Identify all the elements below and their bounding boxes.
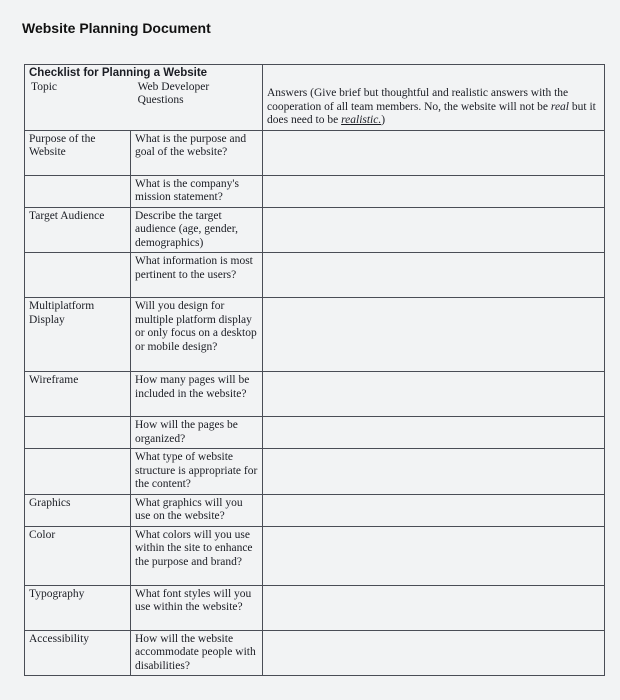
topic-cell [25, 417, 131, 449]
question-cell: How will the pages be organized? [131, 417, 263, 449]
topic-cell [25, 175, 131, 207]
topic-cell: Multiplatform Display [25, 298, 131, 372]
table-row [25, 253, 605, 298]
table-row [25, 130, 605, 175]
document-title: Website Planning Document [22, 20, 211, 36]
answer-cell[interactable] [263, 449, 605, 495]
answer-cell[interactable] [263, 417, 605, 449]
question-cell: How many pages will be included in the website? [131, 372, 263, 417]
question-cell: What font styles will you use within the website? [131, 585, 263, 630]
table-row [25, 175, 605, 207]
question-cell: What colors will you use within the site to enhance the purpose and brand? [131, 526, 263, 585]
question-cell: What is the purpose and goal of the website? [131, 130, 263, 175]
topic-cell [25, 449, 131, 495]
topic-cell: Accessibility [25, 630, 131, 676]
answer-cell[interactable] [263, 253, 605, 298]
answer-cell[interactable] [263, 585, 605, 630]
answer-cell[interactable] [263, 526, 605, 585]
table-row [25, 372, 605, 417]
answer-cell[interactable] [263, 630, 605, 676]
topic-cell: Color [25, 526, 131, 585]
question-cell: How will the website accommodate people with disabilities? [131, 630, 263, 676]
answer-cell[interactable] [263, 130, 605, 175]
answer-cell[interactable] [263, 207, 605, 253]
question-cell: What graphics will you use on the website? [131, 494, 263, 526]
topic-cell: Typography [25, 585, 131, 630]
table-row [25, 526, 605, 585]
question-cell: What is the company's mission statement? [131, 175, 263, 207]
answers-header-cell [263, 65, 605, 131]
table-row [25, 630, 605, 676]
answers-header-text-2: but it does need to be [267, 100, 596, 126]
question-cell: What type of website structure is appropriate for the content? [131, 449, 263, 495]
planning-checklist-table [24, 64, 605, 676]
topic-cell: Graphics [25, 494, 131, 526]
table-row [25, 298, 605, 372]
question-cell: Will you design for multiple platform display or only focus on a desktop or mobile design? [131, 298, 263, 372]
question-header: Web Developer Questions [137, 80, 210, 106]
topic-header: Topic [31, 80, 58, 93]
table-row [25, 449, 605, 495]
answers-header-text: Answers (Give brief but thoughtful and realistic answers with the cooperation of all team members. No, the website will not be [267, 87, 569, 113]
answers-header-end: ) [381, 114, 386, 126]
question-cell: What information is most pertinent to the users? [131, 253, 263, 298]
answers-header-emphasis: real [550, 100, 570, 113]
table-header-row [25, 65, 605, 131]
checklist-caption: Checklist for Planning a Website [29, 67, 208, 79]
topic-cell: Target Audience [25, 207, 131, 253]
answer-cell[interactable] [263, 494, 605, 526]
checklist-caption-cell [25, 65, 263, 131]
topic-cell: Purpose of the Website [25, 130, 131, 175]
answers-header [267, 87, 600, 128]
answer-cell[interactable] [263, 298, 605, 372]
answer-cell[interactable] [263, 372, 605, 417]
table-row [25, 207, 605, 253]
answers-header-emphasis-2: realistic. [341, 114, 382, 126]
question-cell: Describe the target audience (age, gender, demographics) [131, 207, 263, 253]
answer-cell[interactable] [263, 175, 605, 207]
topic-cell [25, 253, 131, 298]
topic-cell: Wireframe [25, 372, 131, 417]
table-row [25, 585, 605, 630]
table-row [25, 417, 605, 449]
table-row [25, 494, 605, 526]
